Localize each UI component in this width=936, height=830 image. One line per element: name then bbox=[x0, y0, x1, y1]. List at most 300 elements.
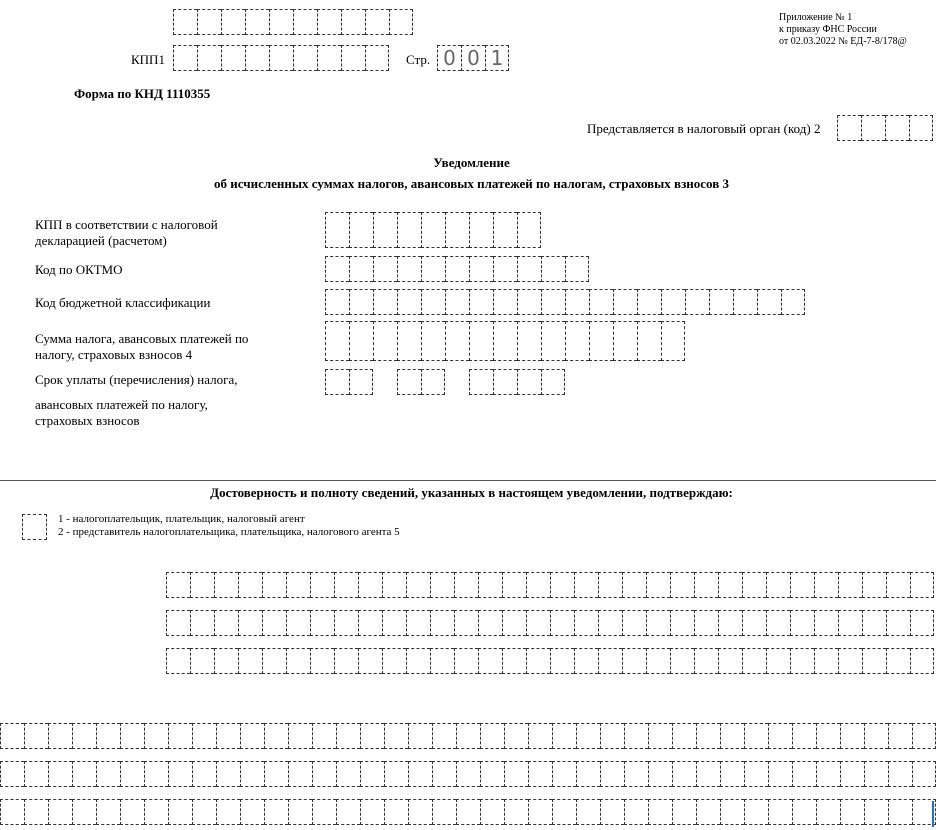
input-cell[interactable] bbox=[886, 572, 910, 598]
input-cell[interactable] bbox=[432, 761, 456, 787]
input-cell[interactable] bbox=[269, 9, 293, 35]
input-cell[interactable] bbox=[888, 799, 912, 825]
input-cell[interactable] bbox=[312, 723, 336, 749]
input-cell[interactable] bbox=[245, 9, 269, 35]
input-cell[interactable] bbox=[469, 369, 493, 395]
input-cell[interactable] bbox=[550, 610, 574, 636]
input-cell[interactable] bbox=[286, 610, 310, 636]
input-cell[interactable] bbox=[550, 648, 574, 674]
input-cell[interactable] bbox=[173, 9, 197, 35]
input-cell[interactable] bbox=[168, 761, 192, 787]
input-cell[interactable] bbox=[792, 723, 816, 749]
input-cell[interactable] bbox=[528, 761, 552, 787]
input-cell[interactable] bbox=[325, 369, 349, 395]
input-cell[interactable] bbox=[382, 648, 406, 674]
input-cell[interactable] bbox=[742, 610, 766, 636]
input-cell[interactable] bbox=[552, 761, 576, 787]
input-cell[interactable] bbox=[757, 289, 781, 315]
input-cell[interactable] bbox=[766, 648, 790, 674]
input-cell[interactable] bbox=[144, 799, 168, 825]
input-cell[interactable] bbox=[493, 289, 517, 315]
input-cell[interactable] bbox=[864, 723, 888, 749]
input-cell[interactable] bbox=[517, 256, 541, 282]
input-cell[interactable] bbox=[622, 610, 646, 636]
input-cell[interactable] bbox=[192, 799, 216, 825]
input-cell[interactable] bbox=[317, 45, 341, 71]
input-cell[interactable] bbox=[744, 723, 768, 749]
input-cell[interactable] bbox=[888, 723, 912, 749]
input-cell[interactable] bbox=[214, 572, 238, 598]
input-cell[interactable] bbox=[696, 761, 720, 787]
input-cell[interactable] bbox=[310, 572, 334, 598]
input-cell[interactable] bbox=[336, 761, 360, 787]
due-day-cells[interactable] bbox=[325, 369, 373, 395]
input-cell[interactable] bbox=[336, 723, 360, 749]
input-cell[interactable] bbox=[696, 799, 720, 825]
input-cell[interactable] bbox=[389, 9, 413, 35]
input-cell[interactable] bbox=[480, 761, 504, 787]
input-cell[interactable] bbox=[349, 369, 373, 395]
input-cell[interactable] bbox=[598, 648, 622, 674]
input-cell[interactable] bbox=[190, 572, 214, 598]
input-cell[interactable] bbox=[221, 45, 245, 71]
input-cell[interactable] bbox=[432, 799, 456, 825]
input-cell[interactable] bbox=[445, 256, 469, 282]
input-cell[interactable] bbox=[406, 648, 430, 674]
input-cell[interactable] bbox=[886, 648, 910, 674]
input-cell[interactable] bbox=[0, 799, 24, 825]
input-cell[interactable] bbox=[768, 761, 792, 787]
input-cell[interactable] bbox=[336, 799, 360, 825]
inn-cells[interactable] bbox=[173, 9, 413, 35]
input-cell[interactable] bbox=[910, 572, 934, 598]
input-cell[interactable] bbox=[288, 761, 312, 787]
input-cell[interactable] bbox=[325, 212, 349, 248]
input-cell[interactable] bbox=[624, 761, 648, 787]
input-cell[interactable] bbox=[694, 610, 718, 636]
input-cell[interactable] bbox=[445, 212, 469, 248]
input-cell[interactable] bbox=[744, 761, 768, 787]
input-cell[interactable] bbox=[768, 723, 792, 749]
input-cell[interactable] bbox=[397, 289, 421, 315]
input-cell[interactable] bbox=[624, 799, 648, 825]
input-cell[interactable] bbox=[166, 610, 190, 636]
representative-row-1[interactable] bbox=[0, 723, 936, 749]
input-cell[interactable] bbox=[24, 723, 48, 749]
input-cell[interactable] bbox=[709, 289, 733, 315]
input-cell[interactable] bbox=[661, 289, 685, 315]
input-cell[interactable] bbox=[358, 648, 382, 674]
tax-authority-cells[interactable] bbox=[837, 115, 933, 141]
input-cell[interactable] bbox=[646, 648, 670, 674]
input-cell[interactable] bbox=[406, 610, 430, 636]
input-cell[interactable] bbox=[373, 289, 397, 315]
input-cell[interactable] bbox=[744, 799, 768, 825]
input-cell[interactable] bbox=[421, 369, 445, 395]
input-cell[interactable] bbox=[238, 648, 262, 674]
amount-cells[interactable] bbox=[325, 321, 685, 361]
input-cell[interactable] bbox=[360, 799, 384, 825]
input-cell[interactable] bbox=[910, 648, 934, 674]
input-cell[interactable] bbox=[454, 572, 478, 598]
signer-name-row-1[interactable] bbox=[166, 572, 934, 598]
input-cell[interactable] bbox=[456, 799, 480, 825]
input-cell[interactable] bbox=[493, 369, 517, 395]
signer-type-cell[interactable] bbox=[22, 514, 47, 540]
input-cell[interactable] bbox=[341, 9, 365, 35]
kbk-cells[interactable] bbox=[325, 289, 805, 315]
input-cell[interactable] bbox=[430, 648, 454, 674]
input-cell[interactable] bbox=[840, 761, 864, 787]
input-cell[interactable] bbox=[192, 761, 216, 787]
input-cell[interactable] bbox=[96, 723, 120, 749]
input-cell[interactable] bbox=[168, 799, 192, 825]
input-cell[interactable] bbox=[397, 369, 421, 395]
input-cell[interactable] bbox=[454, 610, 478, 636]
input-cell[interactable] bbox=[373, 256, 397, 282]
input-cell[interactable] bbox=[600, 723, 624, 749]
input-cell[interactable] bbox=[541, 321, 565, 361]
input-cell[interactable] bbox=[173, 45, 197, 71]
input-cell[interactable] bbox=[528, 723, 552, 749]
input-cell[interactable] bbox=[245, 45, 269, 71]
input-cell[interactable] bbox=[814, 648, 838, 674]
input-cell[interactable] bbox=[334, 648, 358, 674]
input-cell[interactable] bbox=[430, 572, 454, 598]
input-cell[interactable] bbox=[310, 648, 334, 674]
input-cell[interactable] bbox=[216, 761, 240, 787]
input-cell[interactable] bbox=[288, 799, 312, 825]
oktmo-cells[interactable] bbox=[325, 256, 589, 282]
input-cell[interactable] bbox=[576, 799, 600, 825]
input-cell[interactable] bbox=[48, 761, 72, 787]
input-cell[interactable] bbox=[685, 289, 709, 315]
representative-row-3[interactable] bbox=[0, 799, 936, 825]
input-cell[interactable] bbox=[120, 723, 144, 749]
input-cell[interactable] bbox=[790, 610, 814, 636]
input-cell[interactable] bbox=[341, 45, 365, 71]
input-cell[interactable] bbox=[190, 610, 214, 636]
input-cell[interactable] bbox=[262, 610, 286, 636]
input-cell[interactable] bbox=[406, 572, 430, 598]
input-cell[interactable] bbox=[840, 799, 864, 825]
input-cell[interactable] bbox=[517, 289, 541, 315]
input-cell[interactable] bbox=[144, 761, 168, 787]
input-cell[interactable] bbox=[648, 723, 672, 749]
input-cell[interactable] bbox=[293, 9, 317, 35]
input-cell[interactable] bbox=[214, 610, 238, 636]
input-cell[interactable] bbox=[589, 321, 613, 361]
input-cell[interactable] bbox=[365, 9, 389, 35]
input-cell[interactable] bbox=[72, 799, 96, 825]
input-cell[interactable] bbox=[360, 723, 384, 749]
input-cell[interactable] bbox=[0, 723, 24, 749]
input-cell[interactable] bbox=[696, 723, 720, 749]
input-cell[interactable] bbox=[0, 761, 24, 787]
input-cell[interactable] bbox=[334, 572, 358, 598]
input-cell[interactable] bbox=[397, 212, 421, 248]
input-cell[interactable] bbox=[720, 761, 744, 787]
input-cell[interactable] bbox=[286, 648, 310, 674]
input-cell[interactable] bbox=[349, 212, 373, 248]
input-cell[interactable] bbox=[493, 212, 517, 248]
input-cell[interactable] bbox=[517, 321, 541, 361]
input-cell[interactable] bbox=[718, 610, 742, 636]
input-cell[interactable] bbox=[238, 572, 262, 598]
input-cell[interactable] bbox=[72, 761, 96, 787]
page-number-cells[interactable] bbox=[437, 45, 509, 71]
input-cell[interactable] bbox=[912, 723, 936, 749]
input-cell[interactable] bbox=[120, 761, 144, 787]
input-cell[interactable] bbox=[565, 321, 589, 361]
input-cell[interactable] bbox=[816, 723, 840, 749]
input-cell[interactable] bbox=[469, 289, 493, 315]
input-cell[interactable] bbox=[526, 610, 550, 636]
input-cell[interactable] bbox=[382, 610, 406, 636]
input-cell[interactable] bbox=[840, 723, 864, 749]
input-cell[interactable] bbox=[478, 610, 502, 636]
input-cell[interactable] bbox=[600, 761, 624, 787]
input-cell[interactable] bbox=[624, 723, 648, 749]
input-cell[interactable] bbox=[576, 723, 600, 749]
input-cell[interactable] bbox=[814, 572, 838, 598]
input-cell[interactable] bbox=[672, 723, 696, 749]
input-cell[interactable] bbox=[816, 799, 840, 825]
input-cell[interactable] bbox=[517, 212, 541, 248]
input-cell[interactable] bbox=[816, 761, 840, 787]
input-cell[interactable] bbox=[269, 45, 293, 71]
input-cell[interactable] bbox=[478, 572, 502, 598]
input-cell[interactable] bbox=[718, 648, 742, 674]
input-cell[interactable] bbox=[168, 723, 192, 749]
input-cell[interactable] bbox=[397, 256, 421, 282]
input-cell[interactable] bbox=[24, 761, 48, 787]
input-cell[interactable] bbox=[238, 610, 262, 636]
input-cell[interactable] bbox=[565, 256, 589, 282]
input-cell[interactable] bbox=[421, 289, 445, 315]
input-cell[interactable] bbox=[456, 761, 480, 787]
input-cell[interactable] bbox=[190, 648, 214, 674]
input-cell[interactable] bbox=[469, 321, 493, 361]
input-cell[interactable] bbox=[384, 723, 408, 749]
input-cell[interactable] bbox=[886, 610, 910, 636]
signer-name-row-2[interactable] bbox=[166, 610, 934, 636]
input-cell[interactable] bbox=[216, 799, 240, 825]
input-cell[interactable] bbox=[384, 799, 408, 825]
input-cell[interactable] bbox=[493, 256, 517, 282]
input-cell[interactable] bbox=[214, 648, 238, 674]
input-cell[interactable] bbox=[565, 289, 589, 315]
input-cell[interactable] bbox=[408, 761, 432, 787]
input-cell[interactable] bbox=[325, 256, 349, 282]
input-cell[interactable] bbox=[661, 321, 685, 361]
input-cell[interactable] bbox=[790, 572, 814, 598]
input-cell[interactable] bbox=[576, 761, 600, 787]
input-cell[interactable] bbox=[432, 723, 456, 749]
input-cell[interactable] bbox=[469, 256, 493, 282]
input-cell[interactable] bbox=[310, 610, 334, 636]
input-cell[interactable] bbox=[694, 648, 718, 674]
input-cell[interactable] bbox=[240, 799, 264, 825]
input-cell[interactable] bbox=[670, 610, 694, 636]
input-cell[interactable] bbox=[838, 648, 862, 674]
kpp-decl-cells[interactable] bbox=[325, 212, 541, 248]
input-cell[interactable] bbox=[733, 289, 757, 315]
input-cell[interactable] bbox=[286, 572, 310, 598]
input-cell[interactable] bbox=[445, 289, 469, 315]
input-cell[interactable] bbox=[480, 723, 504, 749]
input-cell[interactable] bbox=[574, 610, 598, 636]
input-cell[interactable] bbox=[360, 761, 384, 787]
input-cell[interactable] bbox=[317, 9, 341, 35]
input-cell[interactable] bbox=[96, 761, 120, 787]
input-cell[interactable] bbox=[720, 799, 744, 825]
input-cell[interactable] bbox=[613, 321, 637, 361]
input-cell[interactable] bbox=[768, 799, 792, 825]
input-cell[interactable] bbox=[373, 212, 397, 248]
input-cell[interactable] bbox=[648, 799, 672, 825]
input-cell[interactable] bbox=[312, 761, 336, 787]
input-cell[interactable] bbox=[24, 799, 48, 825]
input-cell[interactable] bbox=[373, 321, 397, 361]
input-cell[interactable] bbox=[502, 648, 526, 674]
input-cell[interactable] bbox=[349, 256, 373, 282]
input-cell[interactable] bbox=[742, 572, 766, 598]
input-cell[interactable] bbox=[670, 572, 694, 598]
input-cell[interactable] bbox=[445, 321, 469, 361]
input-cell[interactable] bbox=[504, 723, 528, 749]
input-cell[interactable] bbox=[814, 610, 838, 636]
input-cell[interactable] bbox=[325, 321, 349, 361]
input-cell[interactable] bbox=[910, 610, 934, 636]
input-cell[interactable] bbox=[552, 799, 576, 825]
input-cell[interactable] bbox=[670, 648, 694, 674]
input-cell[interactable] bbox=[862, 610, 886, 636]
input-cell[interactable] bbox=[646, 572, 670, 598]
input-cell[interactable] bbox=[598, 572, 622, 598]
input-cell[interactable] bbox=[120, 799, 144, 825]
input-cell[interactable] bbox=[550, 572, 574, 598]
kpp-cells[interactable] bbox=[173, 45, 389, 71]
input-cell[interactable] bbox=[781, 289, 805, 315]
input-cell[interactable] bbox=[862, 648, 886, 674]
input-cell[interactable] bbox=[397, 321, 421, 361]
input-cell[interactable] bbox=[792, 799, 816, 825]
input-cell[interactable] bbox=[766, 572, 790, 598]
input-cell[interactable] bbox=[720, 723, 744, 749]
input-cell[interactable] bbox=[552, 723, 576, 749]
input-cell[interactable] bbox=[96, 799, 120, 825]
input-cell[interactable] bbox=[48, 799, 72, 825]
input-cell[interactable] bbox=[454, 648, 478, 674]
input-cell[interactable] bbox=[262, 648, 286, 674]
input-cell[interactable] bbox=[909, 115, 933, 141]
input-cell[interactable] bbox=[646, 610, 670, 636]
input-cell[interactable] bbox=[408, 799, 432, 825]
input-cell[interactable] bbox=[349, 321, 373, 361]
input-cell[interactable] bbox=[637, 289, 661, 315]
input-cell[interactable] bbox=[837, 115, 861, 141]
input-cell[interactable] bbox=[502, 572, 526, 598]
input-cell[interactable] bbox=[574, 572, 598, 598]
input-cell[interactable] bbox=[672, 761, 696, 787]
input-cell[interactable] bbox=[718, 572, 742, 598]
input-cell[interactable] bbox=[541, 256, 565, 282]
input-cell[interactable] bbox=[166, 648, 190, 674]
due-month-cells[interactable] bbox=[397, 369, 445, 395]
input-cell[interactable] bbox=[862, 572, 886, 598]
input-cell[interactable] bbox=[790, 648, 814, 674]
input-cell[interactable] bbox=[264, 799, 288, 825]
input-cell[interactable] bbox=[493, 321, 517, 361]
input-cell[interactable] bbox=[622, 572, 646, 598]
input-cell[interactable] bbox=[221, 9, 245, 35]
input-cell[interactable] bbox=[613, 289, 637, 315]
input-cell[interactable] bbox=[430, 610, 454, 636]
input-cell[interactable] bbox=[598, 610, 622, 636]
input-cell[interactable] bbox=[456, 723, 480, 749]
input-cell[interactable] bbox=[637, 321, 661, 361]
representative-row-2[interactable] bbox=[0, 761, 936, 787]
input-cell[interactable] bbox=[502, 610, 526, 636]
input-cell[interactable] bbox=[358, 610, 382, 636]
input-cell[interactable] bbox=[240, 723, 264, 749]
input-cell[interactable] bbox=[421, 256, 445, 282]
input-cell[interactable] bbox=[264, 723, 288, 749]
input-cell[interactable] bbox=[888, 761, 912, 787]
input-cell[interactable] bbox=[694, 572, 718, 598]
input-cell[interactable] bbox=[312, 799, 336, 825]
input-cell[interactable] bbox=[517, 369, 541, 395]
due-year-cells[interactable] bbox=[469, 369, 565, 395]
signer-name-row-3[interactable] bbox=[166, 648, 934, 674]
input-cell[interactable] bbox=[349, 289, 373, 315]
input-cell[interactable] bbox=[838, 572, 862, 598]
input-cell[interactable] bbox=[541, 289, 565, 315]
input-cell[interactable] bbox=[216, 723, 240, 749]
input-cell[interactable] bbox=[574, 648, 598, 674]
input-cell[interactable] bbox=[325, 289, 349, 315]
input-cell[interactable] bbox=[192, 723, 216, 749]
input-cell[interactable] bbox=[600, 799, 624, 825]
input-cell[interactable] bbox=[365, 45, 389, 71]
input-cell[interactable] bbox=[421, 212, 445, 248]
input-cell[interactable] bbox=[288, 723, 312, 749]
input-cell[interactable] bbox=[262, 572, 286, 598]
input-cell[interactable] bbox=[469, 212, 493, 248]
input-cell[interactable] bbox=[648, 761, 672, 787]
input-cell[interactable] bbox=[72, 723, 96, 749]
input-cell[interactable] bbox=[528, 799, 552, 825]
input-cell[interactable] bbox=[622, 648, 646, 674]
input-cell[interactable] bbox=[264, 761, 288, 787]
input-cell[interactable] bbox=[384, 761, 408, 787]
input-cell[interactable] bbox=[589, 289, 613, 315]
input-cell[interactable] bbox=[672, 799, 696, 825]
input-cell[interactable] bbox=[526, 572, 550, 598]
input-cell[interactable] bbox=[408, 723, 432, 749]
input-cell[interactable] bbox=[766, 610, 790, 636]
input-cell[interactable] bbox=[861, 115, 885, 141]
input-cell[interactable] bbox=[526, 648, 550, 674]
input-cell[interactable] bbox=[240, 761, 264, 787]
input-cell[interactable] bbox=[504, 761, 528, 787]
input-cell[interactable] bbox=[504, 799, 528, 825]
input-cell[interactable] bbox=[541, 369, 565, 395]
input-cell[interactable] bbox=[792, 761, 816, 787]
input-cell[interactable] bbox=[885, 115, 909, 141]
input-cell[interactable] bbox=[166, 572, 190, 598]
